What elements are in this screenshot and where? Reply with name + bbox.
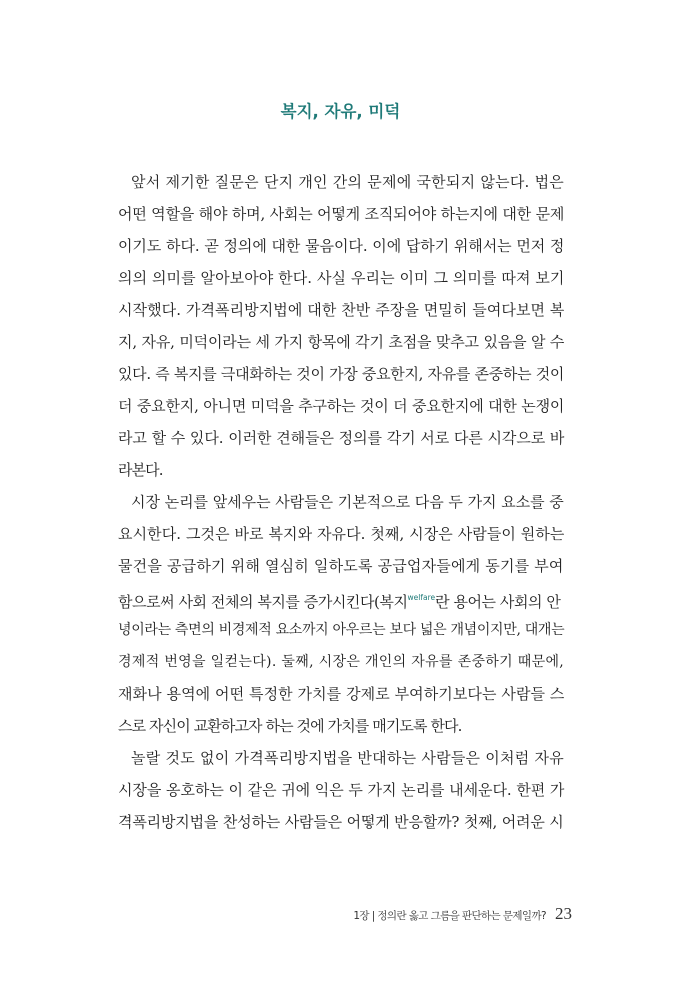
- text-line: 놀랄 것도 없이 가격폭리방지법을 반대하는 사람들은 이처럼 자유: [131, 749, 565, 767]
- text-fragment: 함으로써 사회 전체의 복지를 증가시킨다(복지: [118, 593, 408, 611]
- section-title: 복지, 자유, 미덕: [280, 102, 401, 121]
- text-line: 녕이라는 측면의 비경제적 요소까지 아우르는 보다 넓은 개념이지만, 대개는: [118, 622, 565, 638]
- text-line: 시장 논리를 앞세우는 사람들은 기본적으로 다음 두 가지 요소를 중: [131, 493, 564, 511]
- text-line: 더 중요한지, 아니면 미덕을 추구하는 것이 더 중요한지에 대한 논쟁이: [118, 397, 565, 415]
- text-fragment: 란 용어는 사회의 안: [435, 593, 561, 611]
- text-line: 앞서 제기한 질문은 단지 개인 간의 문제에 국한되지 않는다. 법은: [131, 173, 565, 191]
- text-line: 재화나 용역에 어떤 특정한 가치를 강제로 부여하기보다는 사람들 스: [118, 685, 565, 703]
- text-line: 격폭리방지법을 찬성하는 사람들은 어떻게 반응할까? 첫째, 어려운 시: [118, 813, 564, 831]
- text-line: 의의 의미를 알아보아야 한다. 사실 우리는 이미 그 의미를 따져 보기: [118, 269, 565, 287]
- text-line: 경제적 번영을 일컫는다). 둘째, 시장은 개인의 자유를 존중하기 때문에,: [118, 654, 565, 670]
- text-line: 물건을 공급하기 위해 열심히 일하도록 공급업자들에게 동기를 부여: [118, 557, 564, 575]
- text-line: 스로 자신이 교환하고자 하는 것에 가치를 매기도록 한다.: [118, 717, 462, 735]
- text-line: 요시한다. 그것은 바로 복지와 자유다. 첫째, 시장은 사람들이 원하는: [118, 525, 565, 543]
- text-line: [118, 588, 564, 612]
- page-number: 23: [555, 904, 572, 923]
- page-footer: [353, 904, 572, 924]
- text-line: 있다. 즉 복지를 극대화하는 것이 가장 중요한지, 자유를 존중하는 것이: [118, 365, 565, 383]
- text-line: 시작했다. 가격폭리방지법에 대한 찬반 주장을 면밀히 들여다보면 복: [118, 301, 565, 319]
- text-line: 이기도 하다. 곧 정의에 대한 물음이다. 이에 답하기 위해서는 먼저 정: [118, 237, 565, 255]
- text-line: 어떤 역할을 해야 하며, 사회는 어떻게 조직되어야 하는지에 대한 문제: [118, 205, 565, 223]
- text-line: 라본다.: [118, 461, 163, 479]
- footnote-term: welfare: [407, 593, 436, 602]
- chapter-running-head: 1장 | 정의란 옳고 그름을 판단하는 문제일까?: [353, 910, 546, 922]
- text-line: 지, 자유, 미덕이라는 세 가지 항목에 각기 초점을 맞추고 있음을 알 수: [118, 333, 565, 351]
- text-line: 시장을 옹호하는 이 같은 귀에 익은 두 가지 논리를 내세운다. 한편 가: [118, 781, 565, 799]
- text-line: 라고 할 수 있다. 이러한 견해들은 정의를 각기 서로 다른 시각으로 바: [118, 429, 565, 447]
